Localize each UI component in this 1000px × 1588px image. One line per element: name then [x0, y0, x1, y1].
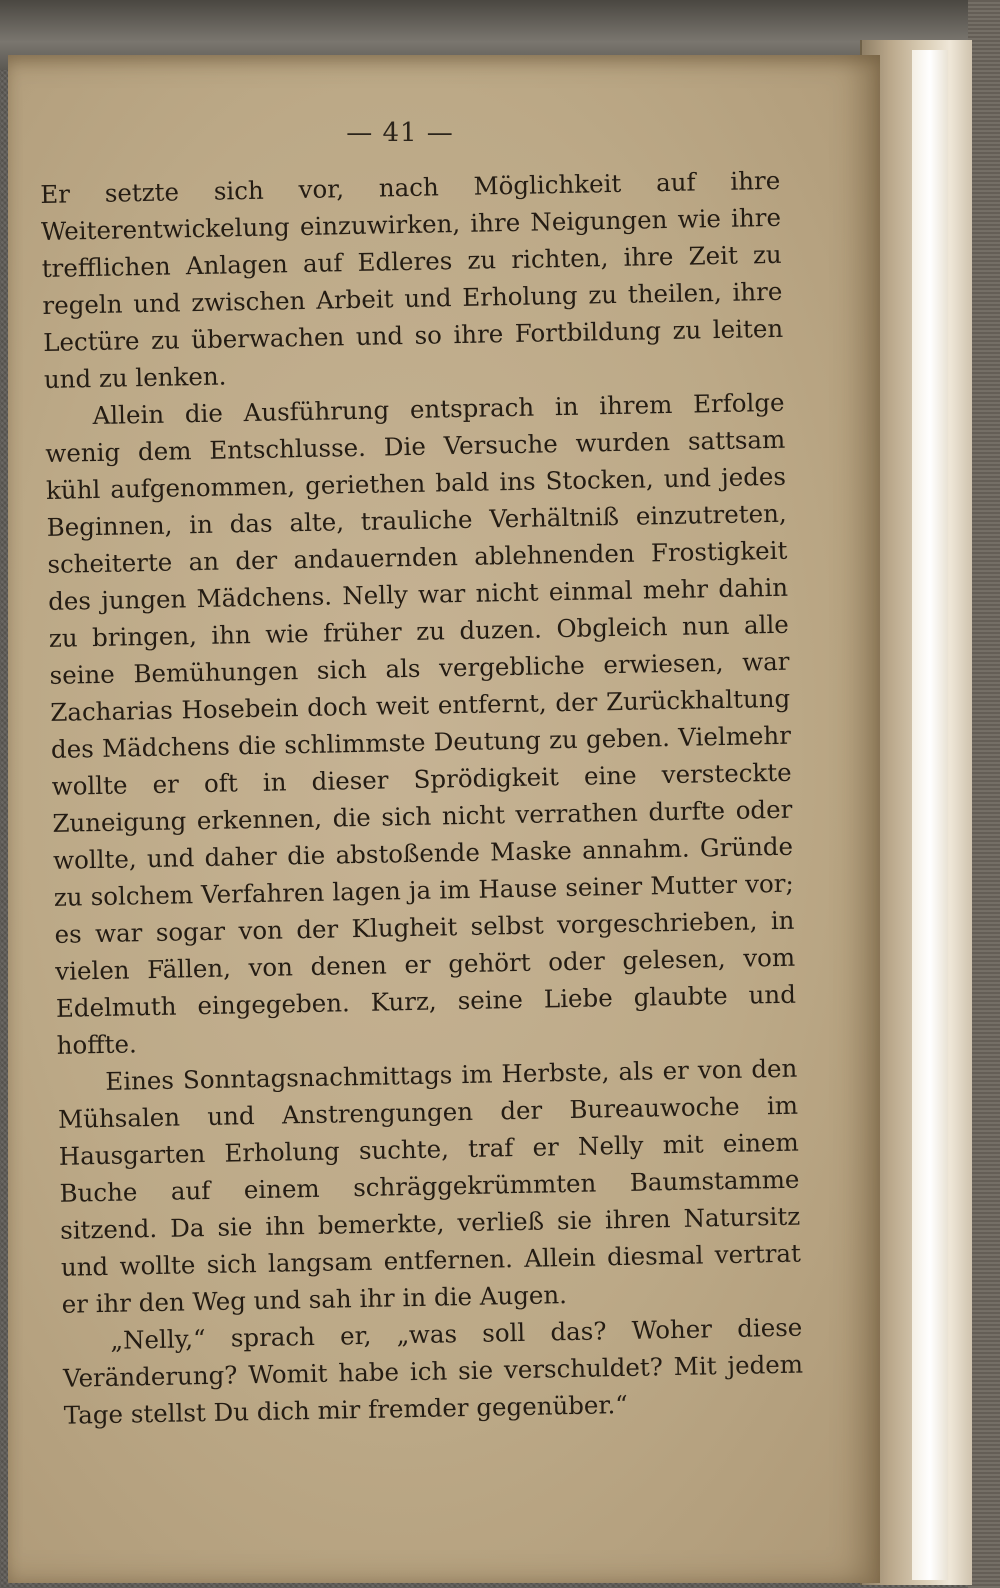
book-back-cover — [968, 0, 1000, 1588]
paragraph-2: Allein die Ausführung entsprach in ihrem Erfolge wenig dem Entschlusse. Die Versuche wurden sattsam kühl aufgenommen, geriethen bald ins Stocken, und jedes Beginnen, in das alte, trauliche Verhältniß einzutreten, scheiterte an der andauernden ablehnenden Frostigkeit des jungen Mädchens. Nelly war nicht einmal mehr dahin zu bringen, ihn wie früher zu duzen. Obgleich nun alle seine Bemühungen sich als vergebliche erwiesen, war Zacharias Hosebein doch weit entfernt, der Zurückhaltung des Mädchens die schlimmste Deutung zu geben. Vielmehr wollte er oft in dieser Sprödigkeit eine versteckte Zuneigung erkennen, die sich nicht verrathen durfte oder wollte, und daher die abstoßende Maske annahm. Gründe zu solchem Verfahren lagen ja im Hause seiner Mutter vor; es war sogar von der Klugheit selbst vorgeschrieben, in vielen Fällen, von denen er gehört oder gelesen, vom Edelmuth eingegeben. Kurz, seine Liebe glaubte und hoffte. — [45, 387, 797, 1060]
page-body — [40, 162, 804, 1434]
paragraph-1: Er setzte sich vor, nach Möglichkeit auf ihre Weiterentwickelung einzuwirken, ihre Neigungen wie ihre trefflichen Anlagen auf Edleres zu richten, ihre Zeit zu regeln und zwischen Arbeit und Erholung zu theilen, ihre Lectüre zu überwachen und so ihre Fortbildung zu leiten und zu lenken. — [40, 165, 784, 394]
paragraph-3: Eines Sonntagsnachmittags im Herbste, als er von den Mühsalen und Anstrengungen der Bureauwoche im Hausgarten Erholung suchte, traf er Nelly mit einem Buche auf einem schräggekrümmten Baumstamme sitzend. Da sie ihn bemerkte, verließ sie ihren Natursitz und wollte sich langsam entfernen. Allein diesmal vertrat er ihr den Weg und sah ihr in die Augen. — [57, 1053, 802, 1319]
paragraph-4: „Nelly,“ sprach er, „was soll das? Woher diese Veränderung? Womit habe ich sie verschuldet? Mit jedem Tage stellst Du dich mir fremder gegenüber.“ — [62, 1312, 804, 1430]
page-number: — 41 — — [346, 118, 454, 148]
